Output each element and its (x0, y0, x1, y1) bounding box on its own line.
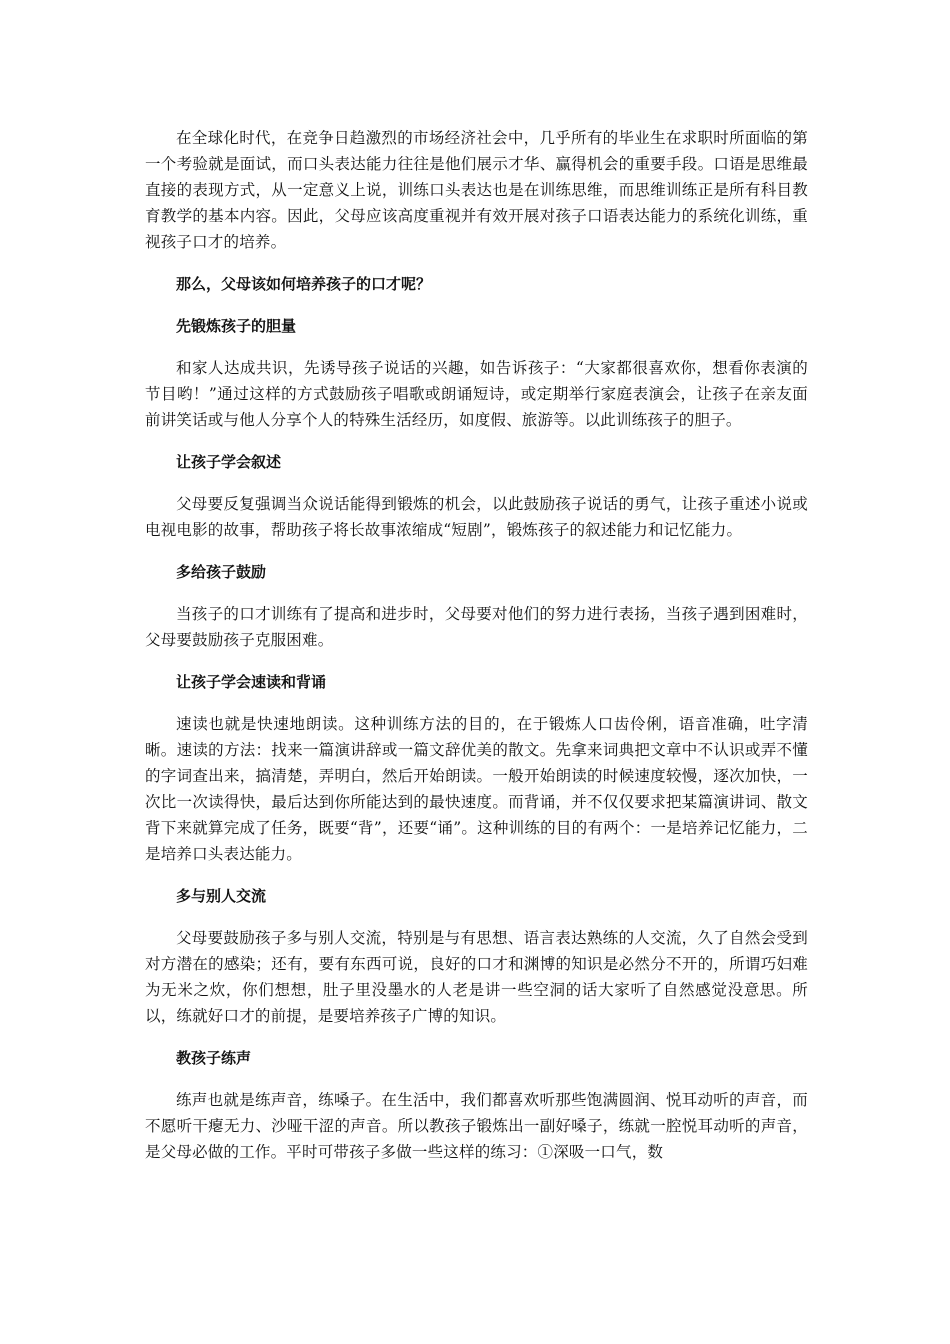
section-body-communication: 父母要鼓励孩子多与别人交流，特别是与有思想、语言表达熟练的人交流，久了自然会受到对方潜在的感染；还有，要有东西可说，良好的口才和渊博的知识是必然分不开的，所谓巧妇难为无米之炊，你们想想，肚子里没墨水的人老是讲一些空洞的话大家听了自然感觉没意思。所以，练就好口才的前提，是要培养孩子广博的知识。 (145, 929, 808, 1025)
section-heading-courage: 先锻炼孩子的胆量 (176, 317, 297, 335)
section-body-encouragement: 当孩子的口才训练有了提高和进步时，父母要对他们的努力进行表扬，当孩子遇到困难时，父母要鼓励孩子克服困难。 (145, 605, 808, 649)
section-body-voice-training: 练声也就是练声音，练嗓子。在生活中，我们都喜欢听那些饱满圆润、悦耳动听的声音，而不愿听干瘪无力、沙哑干涩的声音。所以教孩子锻炼出一副好嗓子，练就一腔悦耳动听的声音，是父母必做的工作。平时可带孩子多做一些这样的练习：①深吸一口气，数 (145, 1091, 808, 1161)
intro-paragraph: 在全球化时代，在竞争日趋激烈的市场经济社会中，几乎所有的毕业生在求职时所面临的第一个考验就是面试，而口头表达能力往往是他们展示才华、赢得机会的重要手段。口语是思维最直接的表现方式，从一定意义上说，训练口头表达也是在训练思维，而思维训练正是所有科目教育教学的基本内容。因此，父母应该高度重视并有效开展对孩子口语表达能力的系统化训练，重视孩子口才的培养。 (145, 129, 808, 251)
section-heading-encouragement: 多给孩子鼓励 (176, 563, 267, 581)
section-heading-narration: 让孩子学会叙述 (176, 453, 282, 471)
document-page (145, 125, 808, 1181)
section-body-courage: 和家人达成共识，先诱导孩子说话的兴趣，如告诉孩子：“大家都很喜欢你，想看你表演的节目哟！”通过这样的方式鼓励孩子唱歌或朗诵短诗，或定期举行家庭表演会，让孩子在亲友面前讲笑话或与他人分享个人的特殊生活经历，如度假、旅游等。以此训练孩子的胆子。 (145, 359, 808, 429)
section-body-narration: 父母要反复强调当众说话能得到锻炼的机会，以此鼓励孩子说话的勇气，让孩子重述小说或电视电影的故事，帮助孩子将长故事浓缩成“短剧”，锻炼孩子的叙述能力和记忆能力。 (145, 495, 808, 539)
question-heading: 那么，父母该如何培养孩子的口才呢？ (176, 275, 432, 293)
section-heading-communication: 多与别人交流 (176, 887, 267, 905)
section-heading-voice-training: 教孩子练声 (176, 1049, 252, 1067)
section-heading-speed-reading: 让孩子学会速读和背诵 (176, 673, 327, 691)
section-body-speed-reading: 速读也就是快速地朗读。这种训练方法的目的，在于锻炼人口齿伶俐，语音准确，吐字清晰。速读的方法：找来一篇演讲辞或一篇文辞优美的散文。先拿来词典把文章中不认识或弄不懂的字词查出来，搞清楚，弄明白，然后开始朗读。一般开始朗读的时候速度较慢，逐次加快，一次比一次读得快，最后达到你所能达到的最快速度。而背诵，并不仅仅要求把某篇演讲词、散文背下来就算完成了任务，既要“背”，还要“诵”。这种训练的目的有两个：一是培养记忆能力，二是培养口头表达能力。 (145, 715, 808, 863)
